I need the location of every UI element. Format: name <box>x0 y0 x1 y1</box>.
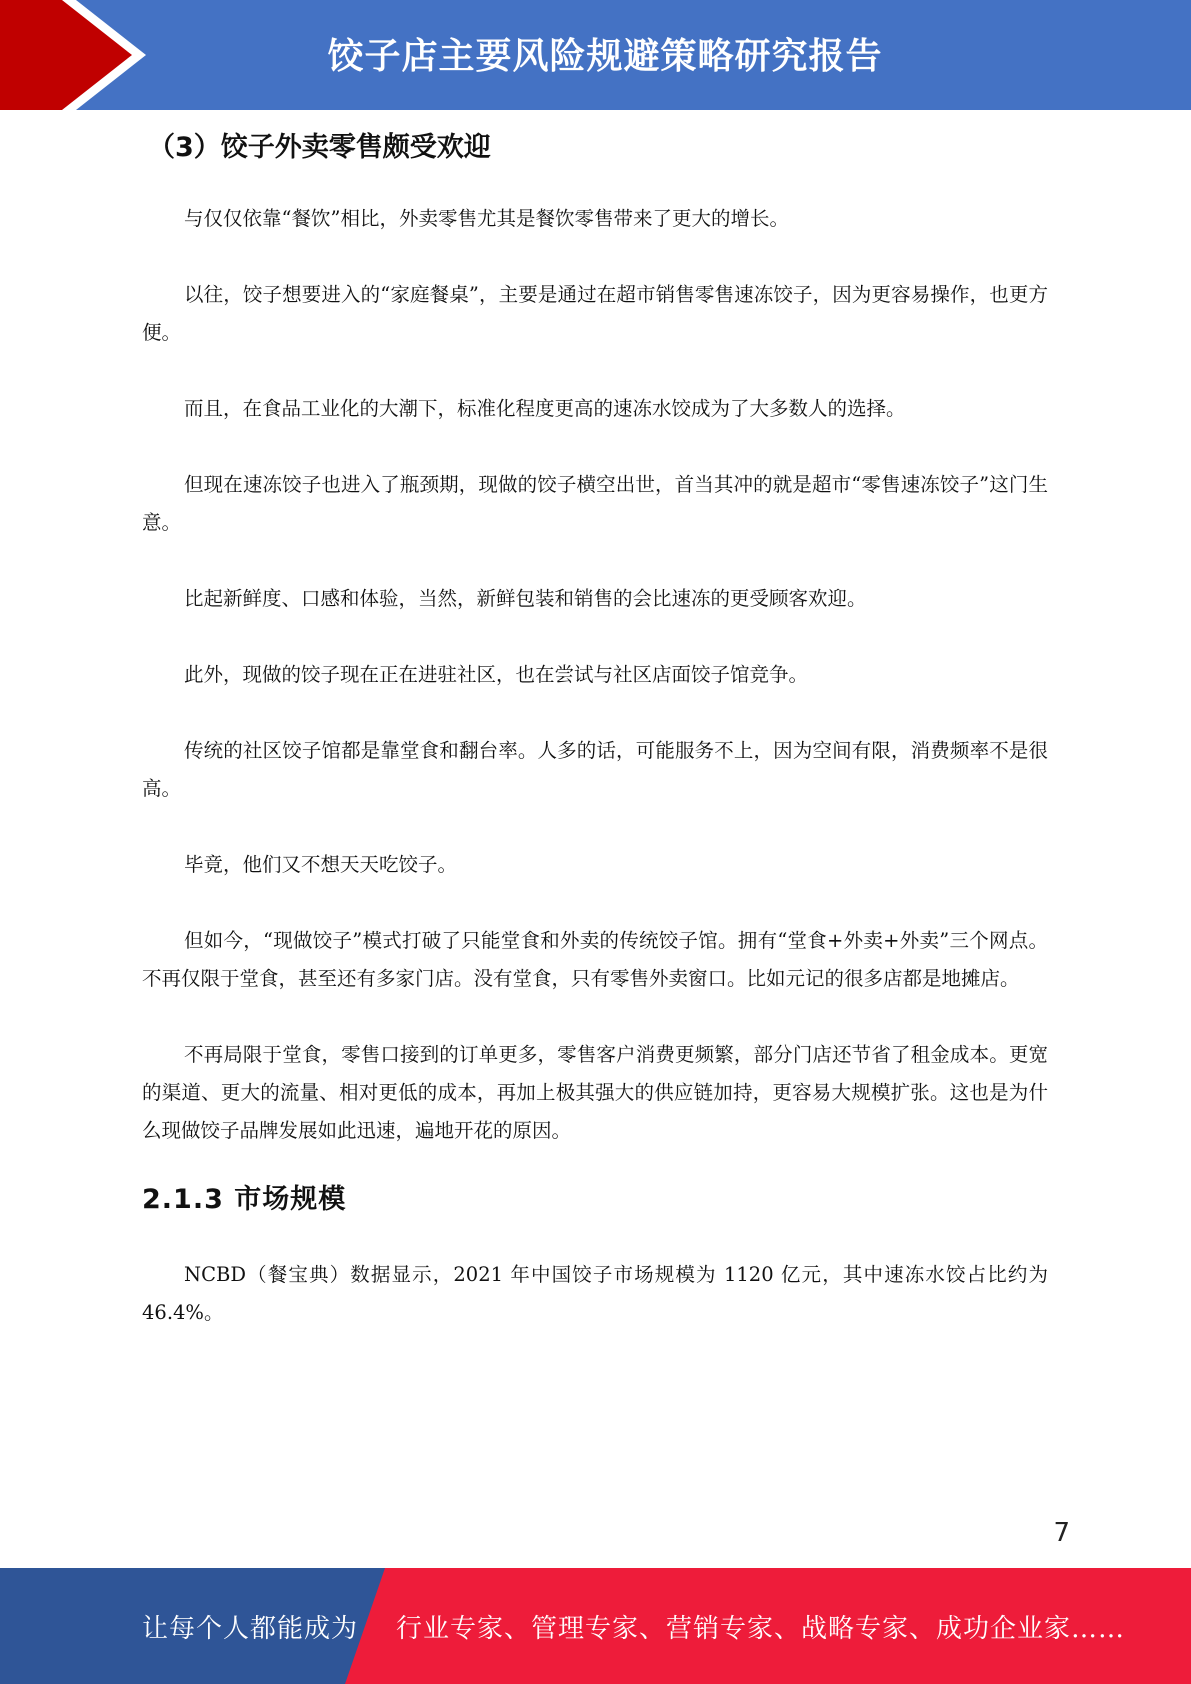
report-title: 饺子店主要风险规避策略研究报告 <box>327 35 883 77</box>
footer-slogan-left: 让每个人都能成为 <box>142 1613 359 1644</box>
paragraph: 以往，饺子想要进入的“家庭餐桌”，主要是通过在超市销售零售速冻饺子，因为更容易操作，也更方便。 <box>142 283 1048 344</box>
section-heading-market-size: 2.1.3 市场规模 <box>142 1184 347 1215</box>
paragraph: 毕竟，他们又不想天天吃饺子。 <box>184 853 458 876</box>
paragraph: 但现在速冻饺子也进入了瓶颈期，现做的饺子横空出世，首当其冲的就是超市“零售速冻饺子”这门生意。 <box>142 473 1048 534</box>
section-heading-retail: （3）饺子外卖零售颇受欢迎 <box>148 132 491 163</box>
page-footer <box>0 1568 1191 1684</box>
footer-slogan-right: 行业专家、管理专家、营销专家、战略专家、成功企业家…… <box>396 1613 1126 1644</box>
paragraph: 此外，现做的饺子现在正在进驻社区，也在尝试与社区店面饺子馆竞争。 <box>184 663 809 686</box>
paragraph: 但如今，“现做饺子”模式打破了只能堂食和外卖的传统饺子馆。拥有“堂食+外卖+外卖”三个网点。不再仅限于堂食，甚至还有多家门店。没有堂食，只有零售外卖窗口。比如元记的很多店都是地摊店。 <box>142 929 1048 990</box>
paragraph: 比起新鲜度、口感和体验，当然，新鲜包装和销售的会比速冻的更受顾客欢迎。 <box>184 587 867 610</box>
paragraph: 传统的社区饺子馆都是靠堂食和翻台率。人多的话，可能服务不上，因为空间有限，消费频率不是很高。 <box>142 739 1048 800</box>
paragraph: 不再局限于堂食，零售口接到的订单更多，零售客户消费更频繁，部分门店还节省了租金成本。更宽的渠道、更大的流量、相对更低的成本，再加上极其强大的供应链加持，更容易大规模扩张。这也是为什么现做饺子品牌发展如此迅速，遍地开花的原因。 <box>142 1043 1048 1142</box>
page-number: 7 <box>1053 1518 1070 1548</box>
page-content <box>142 128 1048 1332</box>
paragraph: 与仅仅依靠“餐饮”相比，外卖零售尤其是餐饮零售带来了更大的增长。 <box>184 207 789 230</box>
paragraph: 而且，在食品工业化的大潮下，标准化程度更高的速冻水饺成为了大多数人的选择。 <box>184 397 906 420</box>
page-header <box>0 0 1191 110</box>
paragraph: NCBD（餐宝典）数据显示，2021 年中国饺子市场规模为 1120 亿元，其中速冻水饺占比约为 46.4%。 <box>142 1263 1048 1324</box>
